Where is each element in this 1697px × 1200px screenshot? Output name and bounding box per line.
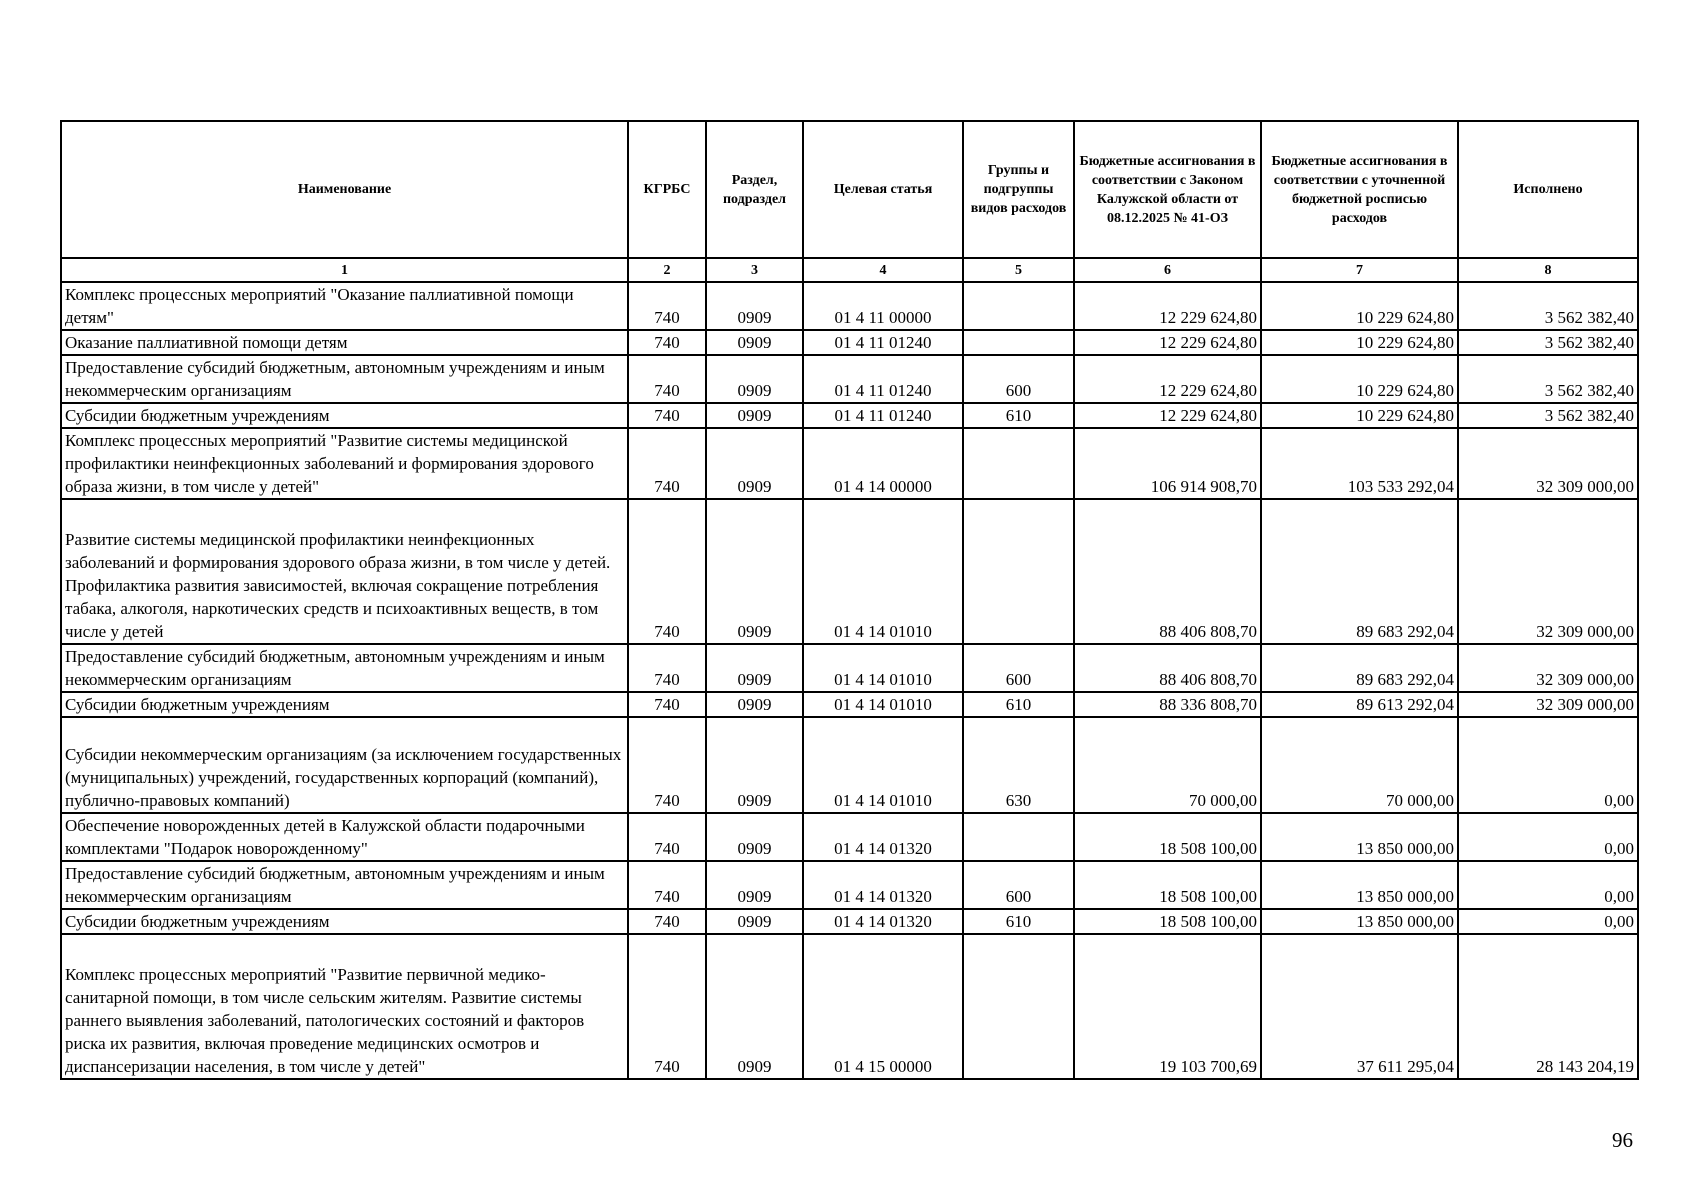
header-utoch: Бюджетные ассигнования в соответствии с уточненной бюджетной росписью расходов (1261, 121, 1458, 258)
column-number: 5 (963, 258, 1074, 282)
cell-razdel: 0909 (706, 428, 803, 499)
cell-celevaya: 01 4 11 00000 (803, 282, 963, 330)
cell-name: Субсидии бюджетным учреждениям (61, 692, 628, 717)
cell-name: Комплекс процессных мероприятий "Развитие системы медицинской профилактики неинфекционных заболеваний и формирования здорового образа жизни, в том числе у детей" (61, 428, 628, 499)
cell-utoch: 89 683 292,04 (1261, 499, 1458, 644)
cell-vid (963, 330, 1074, 355)
table-body (61, 282, 1638, 1079)
table-row (61, 282, 1638, 330)
cell-razdel: 0909 (706, 692, 803, 717)
cell-vid (963, 499, 1074, 644)
cell-zakon: 88 336 808,70 (1074, 692, 1261, 717)
cell-vid: 600 (963, 355, 1074, 403)
cell-kgrbs: 740 (628, 692, 706, 717)
cell-ispoln: 3 562 382,40 (1458, 330, 1638, 355)
header-row (61, 121, 1638, 258)
cell-zakon: 18 508 100,00 (1074, 909, 1261, 934)
cell-celevaya: 01 4 15 00000 (803, 934, 963, 1079)
table-row (61, 692, 1638, 717)
cell-name: Комплекс процессных мероприятий "Развитие первичной медико-санитарной помощи, в том числе сельским жителям. Развитие системы раннего выявления заболеваний, патологических состояний и факторов риска их развития, включая проведение медицинских осмотров и диспансеризации населения, в том числе у детей" (61, 934, 628, 1079)
cell-utoch: 13 850 000,00 (1261, 813, 1458, 861)
cell-name: Предоставление субсидий бюджетным, автономным учреждениям и иным некоммерческим организациям (61, 861, 628, 909)
column-number: 4 (803, 258, 963, 282)
column-number-row (61, 258, 1638, 282)
cell-celevaya: 01 4 14 01010 (803, 644, 963, 692)
cell-celevaya: 01 4 11 01240 (803, 330, 963, 355)
cell-celevaya: 01 4 11 01240 (803, 355, 963, 403)
column-number: 8 (1458, 258, 1638, 282)
cell-utoch: 103 533 292,04 (1261, 428, 1458, 499)
cell-vid (963, 934, 1074, 1079)
cell-kgrbs: 740 (628, 428, 706, 499)
cell-razdel: 0909 (706, 861, 803, 909)
cell-kgrbs: 740 (628, 934, 706, 1079)
table-row (61, 717, 1638, 813)
cell-celevaya: 01 4 14 01320 (803, 861, 963, 909)
cell-utoch: 10 229 624,80 (1261, 282, 1458, 330)
cell-utoch: 89 683 292,04 (1261, 644, 1458, 692)
cell-kgrbs: 740 (628, 717, 706, 813)
cell-ispoln: 0,00 (1458, 909, 1638, 934)
budget-table (60, 120, 1639, 1080)
cell-utoch: 13 850 000,00 (1261, 861, 1458, 909)
cell-razdel: 0909 (706, 403, 803, 428)
header-razdel: Раздел, подраздел (706, 121, 803, 258)
cell-zakon: 12 229 624,80 (1074, 330, 1261, 355)
cell-zakon: 88 406 808,70 (1074, 499, 1261, 644)
cell-razdel: 0909 (706, 717, 803, 813)
column-number: 2 (628, 258, 706, 282)
cell-celevaya: 01 4 14 01320 (803, 813, 963, 861)
cell-vid: 600 (963, 861, 1074, 909)
cell-ispoln: 0,00 (1458, 861, 1638, 909)
cell-razdel: 0909 (706, 934, 803, 1079)
cell-name: Комплекс процессных мероприятий "Оказание паллиативной помощи детям" (61, 282, 628, 330)
cell-zakon: 70 000,00 (1074, 717, 1261, 813)
cell-utoch: 37 611 295,04 (1261, 934, 1458, 1079)
table-row (61, 644, 1638, 692)
table-row (61, 428, 1638, 499)
cell-name: Субсидии бюджетным учреждениям (61, 909, 628, 934)
cell-ispoln: 0,00 (1458, 717, 1638, 813)
cell-celevaya: 01 4 14 01010 (803, 499, 963, 644)
cell-vid: 610 (963, 909, 1074, 934)
table-row (61, 355, 1638, 403)
cell-name: Оказание паллиативной помощи детям (61, 330, 628, 355)
cell-celevaya: 01 4 14 01010 (803, 692, 963, 717)
column-number: 7 (1261, 258, 1458, 282)
cell-zakon: 12 229 624,80 (1074, 355, 1261, 403)
cell-vid (963, 282, 1074, 330)
cell-ispoln: 32 309 000,00 (1458, 644, 1638, 692)
cell-razdel: 0909 (706, 813, 803, 861)
cell-celevaya: 01 4 14 00000 (803, 428, 963, 499)
cell-utoch: 10 229 624,80 (1261, 330, 1458, 355)
table-row (61, 403, 1638, 428)
table-header (61, 121, 1638, 282)
cell-ispoln: 32 309 000,00 (1458, 499, 1638, 644)
cell-zakon: 19 103 700,69 (1074, 934, 1261, 1079)
cell-vid: 600 (963, 644, 1074, 692)
cell-ispoln: 32 309 000,00 (1458, 428, 1638, 499)
cell-name: Развитие системы медицинской профилактики неинфекционных заболеваний и формирования здорового образа жизни, в том числе у детей. Профилактика развития зависимостей, включая сокращение потребления табака, алкоголя, наркотических средств и психоактивных веществ, в том числе у детей (61, 499, 628, 644)
cell-vid: 610 (963, 403, 1074, 428)
header-kgrbs: КГРБС (628, 121, 706, 258)
cell-kgrbs: 740 (628, 330, 706, 355)
cell-razdel: 0909 (706, 499, 803, 644)
cell-name: Предоставление субсидий бюджетным, автономным учреждениям и иным некоммерческим организациям (61, 355, 628, 403)
cell-zakon: 18 508 100,00 (1074, 861, 1261, 909)
table-row (61, 861, 1638, 909)
cell-kgrbs: 740 (628, 499, 706, 644)
cell-kgrbs: 740 (628, 909, 706, 934)
cell-name: Обеспечение новорожденных детей в Калужской области подарочными комплектами "Подарок новорожденному" (61, 813, 628, 861)
cell-utoch: 10 229 624,80 (1261, 403, 1458, 428)
cell-ispoln: 3 562 382,40 (1458, 403, 1638, 428)
cell-ispoln: 0,00 (1458, 813, 1638, 861)
header-celevaya: Целевая статья (803, 121, 963, 258)
cell-ispoln: 3 562 382,40 (1458, 355, 1638, 403)
cell-vid (963, 428, 1074, 499)
header-name: Наименование (61, 121, 628, 258)
cell-razdel: 0909 (706, 282, 803, 330)
cell-celevaya: 01 4 14 01010 (803, 717, 963, 813)
cell-vid: 630 (963, 717, 1074, 813)
cell-name: Предоставление субсидий бюджетным, автономным учреждениям и иным некоммерческим организациям (61, 644, 628, 692)
cell-kgrbs: 740 (628, 644, 706, 692)
cell-celevaya: 01 4 14 01320 (803, 909, 963, 934)
cell-celevaya: 01 4 11 01240 (803, 403, 963, 428)
header-ispoln: Исполнено (1458, 121, 1638, 258)
cell-ispoln: 3 562 382,40 (1458, 282, 1638, 330)
cell-zakon: 18 508 100,00 (1074, 813, 1261, 861)
cell-utoch: 70 000,00 (1261, 717, 1458, 813)
cell-kgrbs: 740 (628, 282, 706, 330)
table-row (61, 499, 1638, 644)
cell-vid (963, 813, 1074, 861)
cell-zakon: 12 229 624,80 (1074, 282, 1261, 330)
cell-kgrbs: 740 (628, 403, 706, 428)
cell-utoch: 89 613 292,04 (1261, 692, 1458, 717)
cell-kgrbs: 740 (628, 813, 706, 861)
table-row (61, 934, 1638, 1079)
cell-razdel: 0909 (706, 909, 803, 934)
cell-vid: 610 (963, 692, 1074, 717)
cell-ispoln: 32 309 000,00 (1458, 692, 1638, 717)
cell-zakon: 106 914 908,70 (1074, 428, 1261, 499)
column-number: 6 (1074, 258, 1261, 282)
cell-ispoln: 28 143 204,19 (1458, 934, 1638, 1079)
table-row (61, 813, 1638, 861)
cell-zakon: 88 406 808,70 (1074, 644, 1261, 692)
cell-utoch: 13 850 000,00 (1261, 909, 1458, 934)
cell-zakon: 12 229 624,80 (1074, 403, 1261, 428)
cell-kgrbs: 740 (628, 861, 706, 909)
header-vid: Группы и подгруппы видов расходов (963, 121, 1074, 258)
column-number: 3 (706, 258, 803, 282)
cell-razdel: 0909 (706, 644, 803, 692)
page-number: 96 (1612, 1128, 1633, 1152)
column-number: 1 (61, 258, 628, 282)
header-zakon: Бюджетные ассигнования в соответствии с Законом Калужской области от 08.12.2025 № 41-ОЗ (1074, 121, 1261, 258)
cell-name: Субсидии бюджетным учреждениям (61, 403, 628, 428)
table-row (61, 909, 1638, 934)
cell-razdel: 0909 (706, 330, 803, 355)
cell-razdel: 0909 (706, 355, 803, 403)
cell-name: Субсидии некоммерческим организациям (за исключением государственных (муниципальных) учреждений, государственных корпораций (компаний), публично-правовых компаний) (61, 717, 628, 813)
cell-utoch: 10 229 624,80 (1261, 355, 1458, 403)
table-row (61, 330, 1638, 355)
cell-kgrbs: 740 (628, 355, 706, 403)
